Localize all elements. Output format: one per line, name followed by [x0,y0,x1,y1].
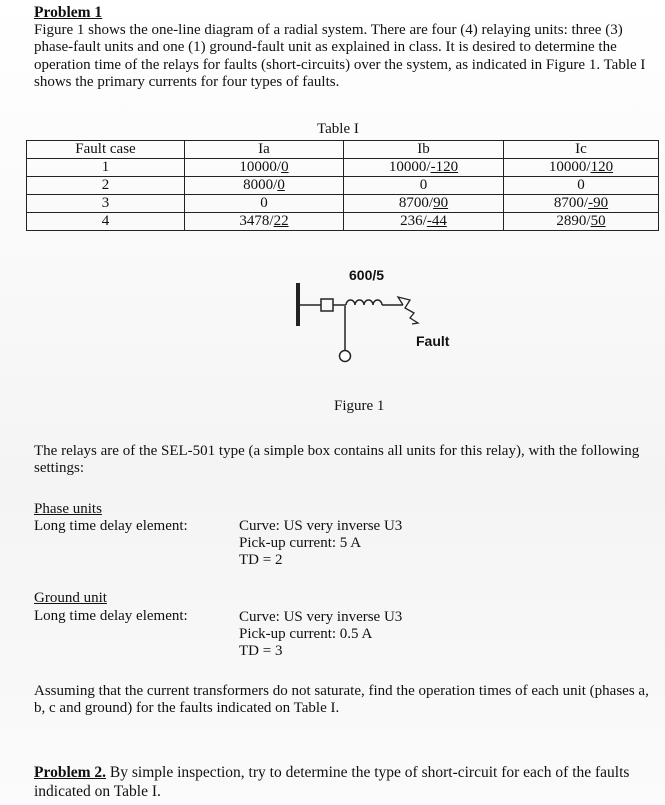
relay-intro: The relays are of the SEL-501 type (a simple box contains all units for this relay), with the following settings: [34,443,640,477]
cell-magnitude: 2 [101,177,110,193]
cell-angle: 120 [590,159,614,175]
cell-magnitude: 2890/ [556,213,591,229]
table-header-ic: Ic [504,141,659,159]
problem2-text: By simple inspection, try to determine the type of short-circuit for each of the faults indicated on Table I. [34,764,630,800]
cell-magnitude: 0 [577,177,585,193]
table-header-ia: Ia [185,141,344,159]
cell-magnitude: 236/ [400,213,427,229]
problem2 [34,763,662,801]
cell-magnitude: 1 [101,159,110,175]
cell-angle: -90 [588,195,609,211]
cell-magnitude: 0 [260,195,268,211]
problem2-title: Problem 2. [34,764,107,781]
table-header-ib: Ib [344,141,504,159]
fault-arrow-icon [398,297,418,324]
cell-angle: -120 [430,159,459,175]
phase-curve: Curve: US very inverse U3 [239,518,403,534]
cell-magnitude: 10000/ [388,159,431,175]
cell-magnitude: 4 [101,213,110,229]
current-transformer-coil [346,300,382,305]
cell-angle: 22 [273,213,289,229]
cell-magnitude: 8700/ [553,195,589,211]
phase-element-label: Long time delay element: [34,518,188,534]
phase-td: TD = 2 [239,552,283,568]
table-header-fault-case: Fault case [27,141,185,159]
problem1-question: Assuming that the current transformers do not saturate, find the operation times of each unit (phases a, b, c and ground) for the faults indicated on Table I. [34,683,649,717]
ground-curve: Curve: US very inverse U3 [239,609,403,625]
ct-ratio-label: 600/5 [349,267,385,283]
problem1-title: Problem 1 [34,4,103,21]
fault-label: Fault [416,333,450,349]
cell-angle: 50 [590,213,606,229]
phase-pickup: Pick-up current: 5 A [239,535,362,551]
cell-angle: 0 [281,159,289,175]
ground-settings [239,609,402,660]
relay-terminal-icon [340,351,351,362]
ground-unit-heading: Ground unit [34,590,107,606]
cell-angle: 90 [433,195,449,211]
problem1-paragraph: Figure 1 shows the one-line diagram of a radial system. There are four (4) relaying units: three (3) phase-fault units and one (1) ground-fault unit as explained in class. It is desired to determine the operation time of the relays for faults (short-circuits) over the system, as indicated in Figure 1. Table I shows the primary currents for four types of faults. [34,22,646,91]
cell-magnitude: 3 [101,195,110,211]
cell-magnitude: 10000/ [239,159,282,175]
cell-magnitude: 8700/ [398,195,434,211]
table-caption: Table I [317,121,359,137]
cell-angle: -44 [426,213,447,229]
ground-td: TD = 3 [239,643,283,659]
cell-magnitude: 0 [419,177,428,193]
phase-settings [239,518,402,569]
ground-element-label: Long time delay element: [34,608,188,624]
cell-magnitude: 10000/ [548,159,591,175]
figure-caption: Figure 1 [334,398,385,414]
cell-magnitude: 3478/ [239,213,274,229]
ground-pickup: Pick-up current: 0.5 A [239,626,373,642]
cell-magnitude: 8000/ [243,177,278,193]
phase-units-heading: Phase units [34,501,102,517]
cell-angle: 0 [277,177,285,193]
breaker-box [321,299,333,311]
